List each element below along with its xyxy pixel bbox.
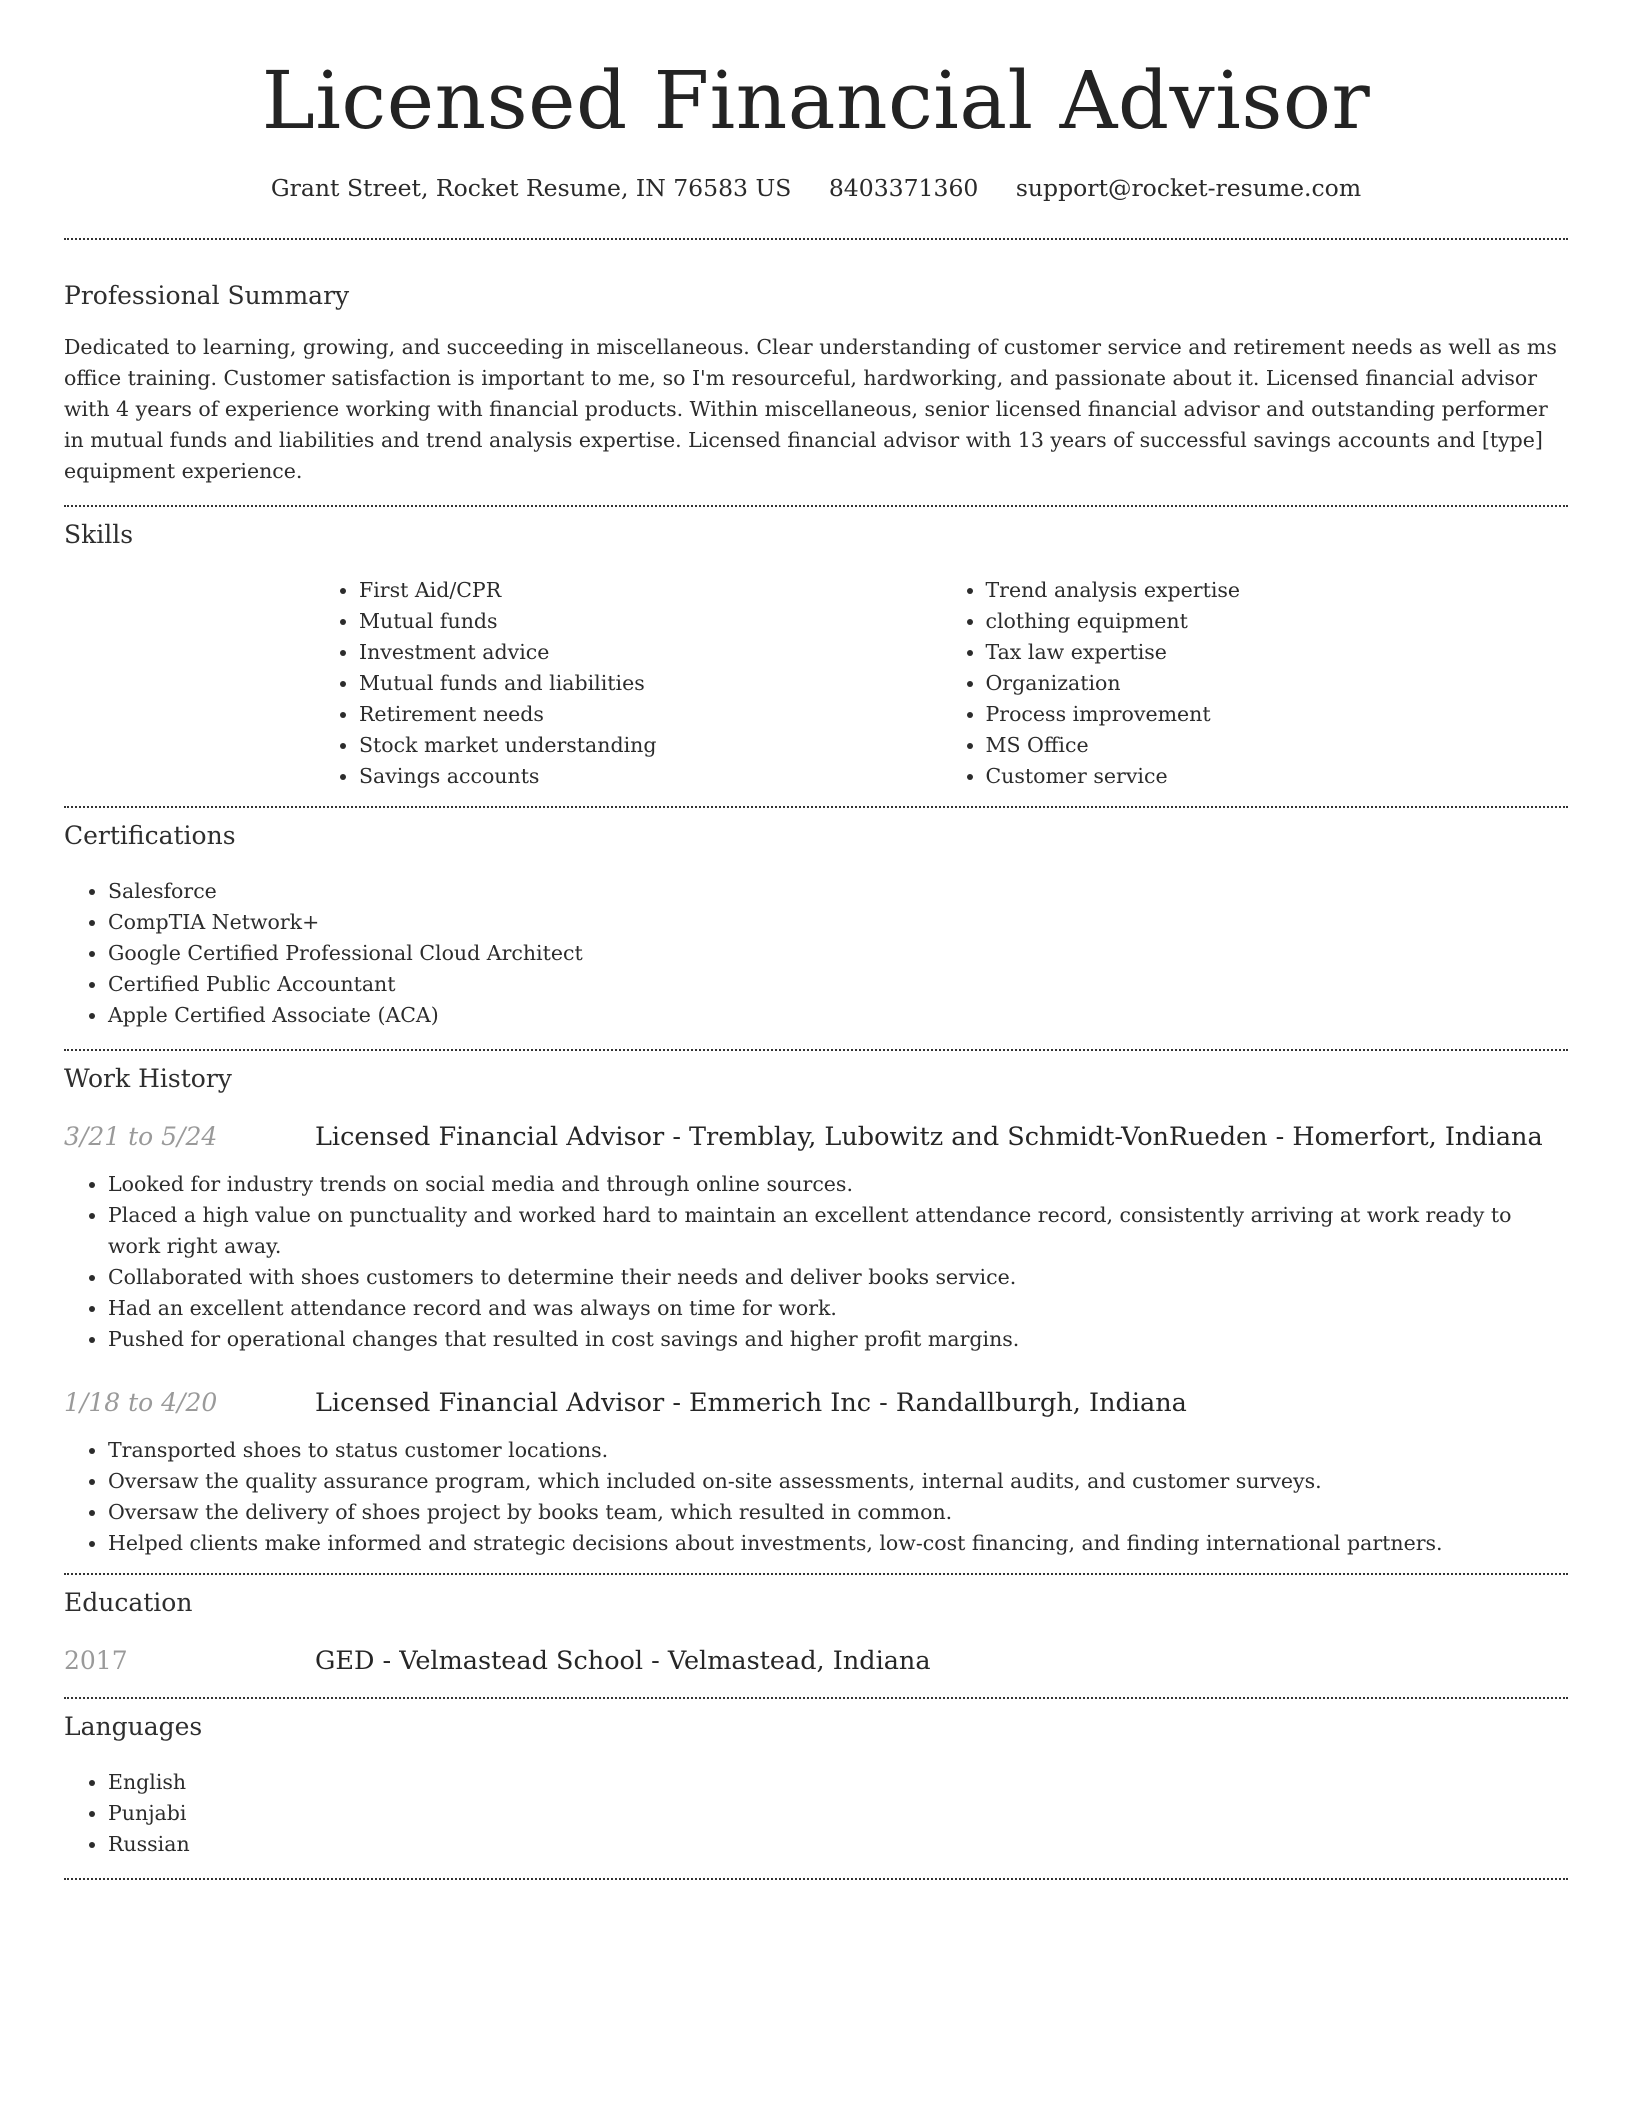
job-dates: 1/18 to 4/20 (64, 1388, 218, 1417)
certification-item: • CompTIA Network+ (108, 907, 1568, 938)
skill-item: • Process improvement (986, 699, 1569, 730)
divider (64, 806, 1568, 808)
job-bullet: • Collaborated with shoes customers to determine their needs and deliver books service. (108, 1262, 1568, 1293)
job-bullet: • Transported shoes to status customer locations. (108, 1435, 1568, 1466)
certifications-heading: Certifications (64, 821, 236, 850)
languages-list (64, 1767, 1568, 1860)
certifications-section (64, 820, 1568, 1031)
divider (64, 505, 1568, 507)
skill-item: • First Aid/CPR (359, 575, 942, 606)
skills-section (64, 519, 1568, 792)
languages-section (64, 1711, 1568, 1860)
resume-name: Licensed Financial Advisor (261, 54, 1371, 147)
job-entry (64, 1121, 1568, 1355)
contact-email: support@rocket-resume.com (1015, 174, 1362, 202)
education-entry (64, 1645, 1568, 1677)
summary-section (64, 280, 1568, 487)
skills-heading: Skills (64, 520, 134, 549)
job-heading: Licensed Financial Advisor - Emmerich Inc - Randallburgh, Indiana (315, 1388, 1187, 1418)
education-heading: Education (64, 1588, 193, 1617)
work-history-section (64, 1063, 1568, 1559)
certification-item: • Salesforce (108, 876, 1568, 907)
skill-item: • Mutual funds and liabilities (359, 668, 942, 699)
skill-item: • Savings accounts (359, 761, 942, 792)
job-bullet: • Helped clients make informed and strategic decisions about investments, low-cost financing, and finding international partners. (108, 1528, 1568, 1559)
divider (64, 1573, 1568, 1575)
job-bullet: • Placed a high value on punctuality and worked hard to maintain an excellent attendance record, consistently arriving at work ready to work right away. (108, 1200, 1568, 1262)
skill-item: • Customer service (986, 761, 1569, 792)
summary-text: Dedicated to learning, growing, and succeeding in miscellaneous. Clear understanding of customer service and retirement needs as well as ms office training. Customer satisfaction is important to me, so I'm resourceful, hardworking, and passionate about it. Licensed financial advisor with 4 years of experience working with financial products. Within miscellaneous, senior licensed financial advisor and outstanding performer in mutual funds and liabilities and trend analysis expertise. Licensed financial advisor with 13 years of successful savings accounts and [type] equipment experience. (64, 335, 1557, 483)
job-header (64, 1121, 1568, 1153)
languages-heading: Languages (64, 1712, 203, 1741)
job-bullets (64, 1435, 1568, 1559)
certification-item: • Google Certified Professional Cloud Architect (108, 938, 1568, 969)
skill-item: • Retirement needs (359, 699, 942, 730)
work-history-heading: Work History (64, 1064, 232, 1093)
skill-item: • MS Office (986, 730, 1569, 761)
skill-item: • Stock market understanding (359, 730, 942, 761)
divider (64, 1049, 1568, 1051)
skills-grid (315, 575, 1568, 792)
skill-item: • Organization (986, 668, 1569, 699)
skill-item: • Mutual funds (359, 606, 942, 637)
contact-address: Grant Street, Rocket Resume, IN 76583 US (270, 174, 792, 202)
language-item: • Russian (108, 1829, 1568, 1860)
skill-item: • Tax law expertise (986, 637, 1569, 668)
skills-list-left (315, 575, 942, 792)
education-detail: GED - Velmastead School - Velmastead, Indiana (315, 1646, 931, 1676)
contact-line (64, 172, 1568, 204)
job-bullet: • Oversaw the delivery of shoes project by books team, which resulted in common. (108, 1497, 1568, 1528)
language-item: • English (108, 1767, 1568, 1798)
resume-page (64, 0, 1568, 1880)
skills-list-right (942, 575, 1569, 792)
job-bullet: • Looked for industry trends on social media and through online sources. (108, 1169, 1568, 1200)
summary-heading: Professional Summary (64, 281, 350, 310)
skill-item: • clothing equipment (986, 606, 1569, 637)
education-section (64, 1587, 1568, 1677)
job-header (64, 1387, 1568, 1419)
job-heading: Licensed Financial Advisor - Tremblay, Lubowitz and Schmidt-VonRueden - Homerfort, Indiana (315, 1122, 1543, 1152)
job-bullet: • Oversaw the quality assurance program, which included on-site assessments, internal audits, and customer surveys. (108, 1466, 1568, 1497)
job-bullets (64, 1169, 1568, 1355)
job-bullet: • Had an excellent attendance record and was always on time for work. (108, 1293, 1568, 1324)
contact-phone: 8403371360 (828, 174, 979, 202)
divider (64, 1878, 1568, 1880)
certification-item: • Certified Public Accountant (108, 969, 1568, 1000)
education-date: 2017 (64, 1646, 128, 1675)
job-entry (64, 1387, 1568, 1559)
skill-item: • Trend analysis expertise (986, 575, 1569, 606)
divider (64, 1697, 1568, 1699)
certifications-list (64, 876, 1568, 1031)
job-bullet: • Pushed for operational changes that resulted in cost savings and higher profit margins. (108, 1324, 1568, 1355)
certification-item: • Apple Certified Associate (ACA) (108, 1000, 1568, 1031)
divider (64, 238, 1568, 240)
job-dates: 3/21 to 5/24 (64, 1122, 218, 1151)
language-item: • Punjabi (108, 1798, 1568, 1829)
skill-item: • Investment advice (359, 637, 942, 668)
